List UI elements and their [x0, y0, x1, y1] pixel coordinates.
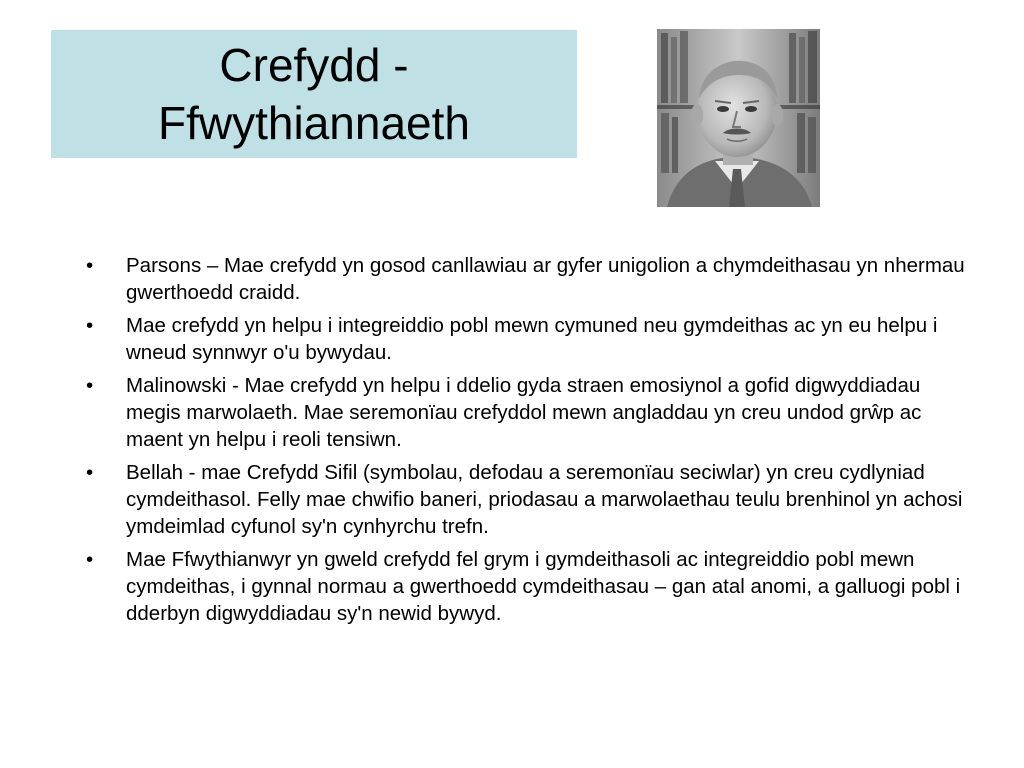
bullet-text: Mae Ffwythianwyr yn gweld crefydd fel grym i gymdeithasoli ac integreiddio pobl mewn cymdeithas, i gynnal normau a gwerthoedd cymdeithasau – gan atal anomi, a galluogi pobl i dderbyn digwyddiadau sy'n newid bywyd. [126, 548, 961, 625]
slide-title [158, 36, 470, 152]
bullet-marker: • [86, 314, 94, 337]
bullet-marker: • [86, 374, 94, 397]
list-item [86, 546, 966, 627]
bullet-marker: • [86, 254, 94, 277]
title-line-2: Ffwythiannaeth [158, 97, 470, 149]
bullet-text: Mae crefydd yn helpu i integreiddio pobl mewn cymuned neu gymdeithas ac yn eu helpu i wneud synnwyr o'u bywydau. [126, 314, 938, 364]
bullet-list [86, 252, 966, 633]
bullet-text: Malinowski - Mae crefydd yn helpu i ddelio gyda straen emosiynol a gofid digwyddiadau megis marwolaeth. Mae seremonïau crefyddol mewn angladdau yn creu undod grŵp ac maent yn helpu i reoli tensiwn. [126, 374, 922, 451]
title-line-1: Crefydd - [219, 39, 409, 91]
bullet-text: Bellah - mae Crefydd Sifil (symbolau, defodau a seremonïau seciwlar) yn creu cydlyniad cymdeithasol. Felly mae chwifio baneri, priodasau a marwolaethau teulu brenhinol yn achosi ymdeimlad cyfunol sy'n cynhyrchu trefn. [126, 461, 963, 538]
bullet-marker: • [86, 548, 94, 571]
list-item [86, 252, 966, 306]
list-item [86, 372, 966, 453]
list-item [86, 459, 966, 540]
bullet-marker: • [86, 461, 94, 484]
bullet-text: Parsons – Mae crefydd yn gosod canllawiau ar gyfer unigolion a chymdeithasau yn nhermau gwerthoedd craidd. [126, 254, 965, 304]
portrait-photo [657, 29, 820, 207]
list-item [86, 312, 966, 366]
title-box [51, 30, 577, 158]
